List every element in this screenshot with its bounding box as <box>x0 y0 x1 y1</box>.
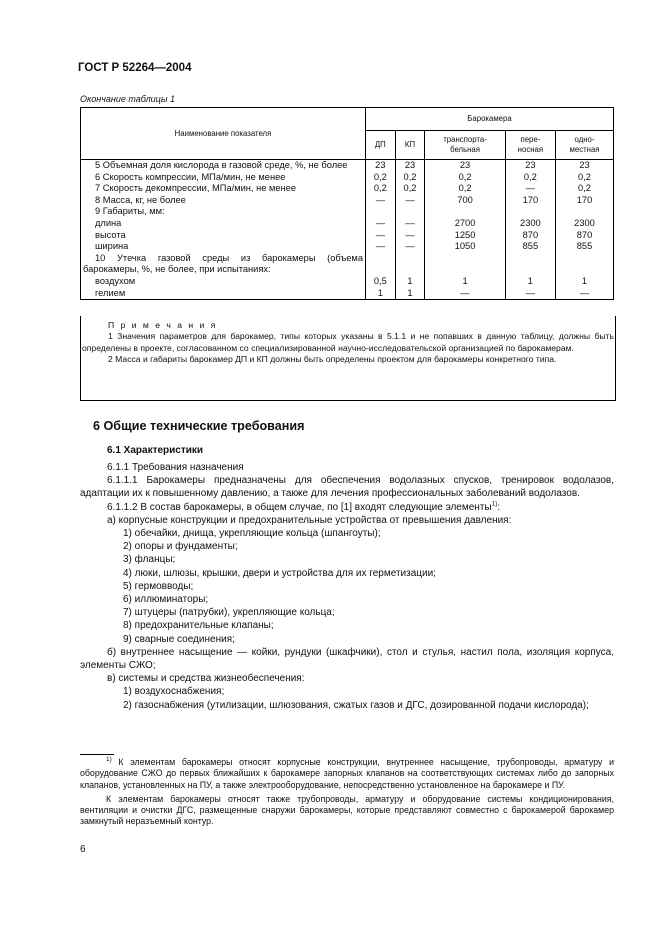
list-subitem: 5) гермовводы; <box>123 580 194 592</box>
cell-value: 870 <box>556 230 614 242</box>
cell-value: — <box>366 230 396 242</box>
list-subitem: 8) предохранительные клапаны; <box>123 620 274 632</box>
cell-value: 1 <box>395 276 425 288</box>
table-row <box>81 218 614 230</box>
cell-value: — <box>366 195 396 207</box>
cell-value: — <box>395 241 425 253</box>
cell-value: — <box>425 288 505 300</box>
cell-value: 0,2 <box>425 172 505 184</box>
table-caption: Окончание таблицы 1 <box>80 94 175 104</box>
cell-value: 23 <box>556 160 614 172</box>
cell-value <box>505 253 555 276</box>
row-label: 6 Скорость компрессии, МПа/мин, не менее <box>81 172 366 184</box>
cell-value <box>395 206 425 218</box>
cell-value <box>395 253 425 276</box>
cell-value: — <box>395 195 425 207</box>
row-label: высота <box>81 230 366 242</box>
note-2: 2 Масса и габариты барокамер ДП и КП должны быть определены проектом для барокамеры конкретного типа. <box>108 354 557 365</box>
cell-value: 870 <box>505 230 555 242</box>
cell-value <box>425 206 505 218</box>
paragraph-6-1-1-2: 6.1.1.2 В состав барокамеры, в общем случае, по [1] входят следующие элементы$^{1)}$: <box>107 500 501 513</box>
cell-value: 0,2 <box>556 172 614 184</box>
paragraph-6-1-1-1: 6.1.1.1 Барокамеры предназначены для обеспечения водолазных спусков, тренировок водолазов, адаптации их к повышенному давлению, а также для лечения профессиональных заболеваний водолазов. <box>80 475 614 500</box>
cell-value: — <box>366 218 396 230</box>
cell-value: 1 <box>425 276 505 288</box>
table-notes <box>80 316 616 401</box>
parameters-table <box>80 107 614 300</box>
column-header-3: транспорта- бельная <box>425 131 505 160</box>
table-row <box>81 195 614 207</box>
cell-value: 23 <box>366 160 396 172</box>
cell-value <box>556 253 614 276</box>
table-row <box>81 288 614 300</box>
table-row <box>81 230 614 242</box>
cell-value <box>366 206 396 218</box>
notes-title: П р и м е ч а н и я <box>108 320 218 330</box>
list-subitem: 7) штуцеры (патрубки), укрепляющие кольца; <box>123 607 335 619</box>
cell-value: — <box>395 230 425 242</box>
cell-value: 170 <box>556 195 614 207</box>
cell-value: 0,2 <box>425 183 505 195</box>
cell-value <box>425 253 505 276</box>
cell-value: 1 <box>505 276 555 288</box>
footnote-1: $^{1)}$ К элементам барокамеры относят корпусные конструкции, внутреннее насыщение, трубопроводы, арматуру и оборудование СЖО до первых ближайших к барокамере запорных клапанов на соответствующих системах либо до запорных клапанов, установленных на ПУ, а также электрооборудование, непосредственно установленное на барокамере и ПУ. <box>80 756 614 790</box>
cell-value: 23 <box>425 160 505 172</box>
table-body <box>81 160 614 300</box>
list-subitem: 1) воздухоснабжения; <box>123 686 225 698</box>
cell-value: 2300 <box>505 218 555 230</box>
list-subitem: 1) обечайки, днища, укрепляющие кольца (шпангоуты); <box>123 528 381 540</box>
cell-value: 1050 <box>425 241 505 253</box>
cell-value: 1250 <box>425 230 505 242</box>
cell-value: 855 <box>556 241 614 253</box>
section-body <box>80 461 614 712</box>
table-row <box>81 172 614 184</box>
column-group-header: Барокамера <box>366 108 614 131</box>
list-a-items <box>80 527 614 646</box>
row-label: ширина <box>81 241 366 253</box>
subsection-heading: 6.1 Характеристики <box>107 445 204 456</box>
list-item-b: б) внутреннее насыщение — койки, рундуки (шкафчики), стол и стулья, настил пола, изоляция корпуса, элементы СЖО; <box>80 646 614 672</box>
row-label: гелием <box>81 288 366 300</box>
cell-value <box>556 206 614 218</box>
cell-value: 23 <box>395 160 425 172</box>
column-header-1: ДП <box>366 131 396 160</box>
footnote-separator <box>80 754 114 755</box>
table-row <box>81 276 614 288</box>
cell-value: 0,2 <box>556 183 614 195</box>
document-id: ГОСТ Р 52264—2004 <box>78 62 192 74</box>
cell-value: — <box>366 241 396 253</box>
table-row <box>81 206 614 218</box>
list-subitem: 4) люки, шлюзы, крышки, двери и устройства для их герметизации; <box>123 567 436 579</box>
list-subitem: 2) опоры и фундаменты; <box>123 541 238 553</box>
cell-value: 1 <box>366 288 396 300</box>
row-label: 5 Объемная доля кислорода в газовой среде, %, не более <box>81 160 366 172</box>
page-number: 6 <box>80 844 86 855</box>
table-row <box>81 183 614 195</box>
table-row <box>81 160 614 172</box>
footnote-2: К элементам барокамеры относят также трубопроводы, арматуру и оборудование системы кондиционирования, вентиляции и очистки ДГС, размещенные снаружи барокамеры, которые представляют совместно с барокамерой барокамер замкнутый неразъемный контур. <box>80 793 614 827</box>
row-label: длина <box>81 218 366 230</box>
row-label: 10 Утечка газовой среды из барокамеры (объема барокамеры, %, не более, при испытаниях: <box>81 253 366 276</box>
footnote-mark: 1) <box>106 756 112 764</box>
cell-value: 2700 <box>425 218 505 230</box>
cell-value: 700 <box>425 195 505 207</box>
list-subitem: 2) газоснабжения (утилизации, шлюзования, сжатых газов и ДГС, дозированной подачи кислорода); <box>123 699 589 711</box>
row-label: 7 Скорость декомпрессии, МПа/мин, не менее <box>81 183 366 195</box>
section-heading: 6 Общие технические требования <box>93 419 305 433</box>
row-label: 8 Масса, кг, не более <box>81 195 366 207</box>
column-header-name: Наименование показателя <box>81 108 366 160</box>
cell-value: 1 <box>556 276 614 288</box>
cell-value: — <box>505 183 555 195</box>
cell-value: 1 <box>395 288 425 300</box>
cell-value: 0,2 <box>366 183 396 195</box>
cell-value: — <box>395 218 425 230</box>
list-subitem: 3) фланцы; <box>123 554 176 566</box>
cell-value: 0,2 <box>395 183 425 195</box>
list-subitem: 6) иллюминаторы; <box>123 594 209 606</box>
cell-value: 170 <box>505 195 555 207</box>
list-item-v: в) системы и средства жизнеобеспечения: <box>107 673 305 685</box>
cell-value: 0,2 <box>505 172 555 184</box>
cell-value: 855 <box>505 241 555 253</box>
cell-value: — <box>556 288 614 300</box>
cell-value: 0,2 <box>366 172 396 184</box>
footnote-ref: 1) <box>491 500 498 508</box>
column-header-2: КП <box>395 131 425 160</box>
table-row <box>81 241 614 253</box>
list-v-items <box>80 685 614 711</box>
table-row <box>81 253 614 276</box>
row-label: воздухом <box>81 276 366 288</box>
cell-value <box>366 253 396 276</box>
cell-value: 2300 <box>556 218 614 230</box>
list-item-a: а) корпусные конструкции и предохранительные устройства от превышения давления: <box>107 514 512 526</box>
column-header-5: одно- местная <box>556 131 614 160</box>
paragraph-6-1-1: 6.1.1 Требования назначения <box>107 462 244 473</box>
footnote <box>80 757 614 828</box>
cell-value: 23 <box>505 160 555 172</box>
cell-value: 0,5 <box>366 276 396 288</box>
row-label: 9 Габариты, мм: <box>81 206 366 218</box>
note-1: 1 Значения параметров для барокамер, типы которых указаны в 5.1.1 и не попавших в данную таблицу, должны быть определены в проекте, согласованном со специализированной научно-исследовательской организацией по барокамерам. <box>82 331 614 353</box>
cell-value: — <box>505 288 555 300</box>
cell-value: 0,2 <box>395 172 425 184</box>
column-header-4: пере- носная <box>505 131 555 160</box>
list-subitem: 9) сварные соединения; <box>123 633 235 645</box>
cell-value <box>505 206 555 218</box>
